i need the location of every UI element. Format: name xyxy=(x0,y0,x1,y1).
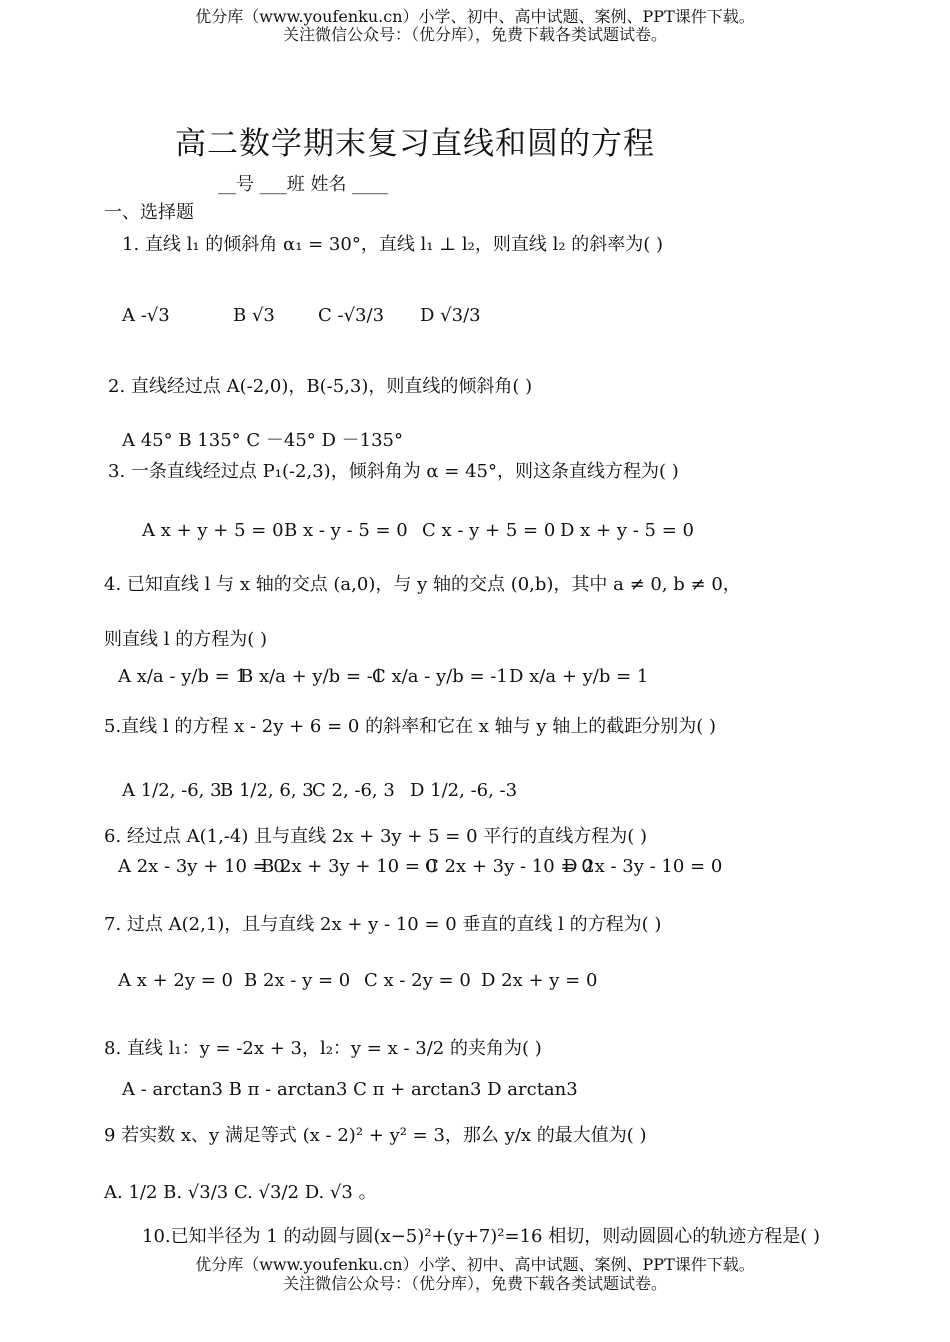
q1-option-c: C -√3/3 xyxy=(318,305,385,326)
q3-option-d: D x + y - 5 = 0 xyxy=(560,520,694,541)
section-heading: 一、选择题 xyxy=(104,202,194,223)
question-2: 2. 直线经过点 A(-2,0)，B(-5,3)，则直线的倾斜角( ) xyxy=(108,376,533,397)
question-5: 5.直线 l 的方程 x - 2y + 6 = 0 的斜率和它在 x 轴与 y 轴上的截距分别为( ) xyxy=(104,716,717,737)
q3-option-b: B x - y - 5 = 0 xyxy=(284,520,408,541)
q7-option-d: D 2x + y = 0 xyxy=(481,970,598,991)
question-8: 8. 直线 l₁：y = -2x + 3，l₂：y = x - 3/2 的夹角为( ) xyxy=(104,1038,542,1059)
q6-option-a: A 2x - 3y + 10 = 0 xyxy=(118,856,285,877)
page-title: 高二数学期末复习直线和圆的方程 xyxy=(175,126,655,162)
q4-option-c: C x/a - y/b = -1 xyxy=(372,666,508,687)
q5-option-b: B 1/2, 6, 3 xyxy=(220,780,314,801)
q6-option-c: C 2x + 3y - 10 = 0 xyxy=(425,856,593,877)
question-9: 9 若实数 x、y 满足等式 (x - 2)² + y² = 3，那么 y/x 的最大值为( ) xyxy=(104,1125,647,1146)
q5-option-a: A 1/2, -6, 3 xyxy=(122,780,222,801)
q7-option-a: A x + 2y = 0 xyxy=(118,970,233,991)
question-3: 3. 一条直线经过点 P₁(-2,3)，倾斜角为 α = 45°，则这条直线方程为( ) xyxy=(108,461,679,482)
q4-option-d: D x/a + y/b = 1 xyxy=(509,666,649,687)
question-1: 1. 直线 l₁ 的倾斜角 α₁ = 30°，直线 l₁ ⊥ l₂，则直线 l₂ 的斜率为( ) xyxy=(122,234,664,255)
question-10: 10.已知半径为 1 的动圆与圆(x−5)²+(y+7)²=16 相切，则动圆圆心的轨迹方程是( ) xyxy=(142,1226,820,1247)
q3-option-a: A x + y + 5 = 0 xyxy=(142,520,284,541)
page-header-line2: 关注微信公众号：（优分库），免费下载各类试题试卷。 xyxy=(282,25,667,44)
question-6: 6. 经过点 A(1,-4) 且与直线 2x + 3y + 5 = 0 平行的直线方程为( ) xyxy=(104,826,648,847)
question-7: 7. 过点 A(2,1)，且与直线 2x + y - 10 = 0 垂直的直线 l 的方程为( ) xyxy=(104,914,662,935)
q7-option-c: C x - 2y = 0 xyxy=(364,970,471,991)
q3-option-c: C x - y + 5 = 0 xyxy=(422,520,556,541)
q6-option-b: B 2x + 3y + 10 = 0 xyxy=(261,856,438,877)
q9-options: A. 1/2 B. √3/3 C. √3/2 D. √3 。 xyxy=(104,1182,377,1203)
q2-options: A 45° B 135° C －45° D －135° xyxy=(122,430,404,451)
q5-option-c: C 2, -6, 3 xyxy=(312,780,395,801)
q1-option-d: D √3/3 xyxy=(420,305,481,326)
q7-option-b: B 2x - y = 0 xyxy=(244,970,351,991)
q5-option-d: D 1/2, -6, -3 xyxy=(410,780,518,801)
page-footer-line1: 优分库（www.youfenku.cn）小学、初中、高中试题、案例、PPT课件下载。 xyxy=(195,1255,755,1274)
page-footer-line2: 关注微信公众号：（优分库），免费下载各类试题试卷。 xyxy=(282,1274,667,1293)
q4-option-b: B x/a + y/b = -1 xyxy=(240,666,385,687)
page-header-line1: 优分库（www.youfenku.cn）小学、初中、高中试题、案例、PPT课件下载。 xyxy=(195,7,755,26)
q1-option-b: B √3 xyxy=(233,305,275,326)
question-4: 4. 已知直线 l 与 x 轴的交点 (a,0)，与 y 轴的交点 (0,b)，其中 a ≠ 0, b ≠ 0， xyxy=(104,574,741,595)
q8-options: A - arctan3 B π - arctan3 C π + arctan3 D arctan3 xyxy=(122,1079,578,1100)
student-info-line: __号 ___班 姓名 ____ xyxy=(218,174,389,195)
q1-option-a: A -√3 xyxy=(122,305,170,326)
q4-option-a: A x/a - y/b = 1 xyxy=(118,666,247,687)
question-4-line2: 则直线 l 的方程为( ) xyxy=(104,629,267,650)
q6-option-d: D 2x - 3y - 10 = 0 xyxy=(563,856,723,877)
